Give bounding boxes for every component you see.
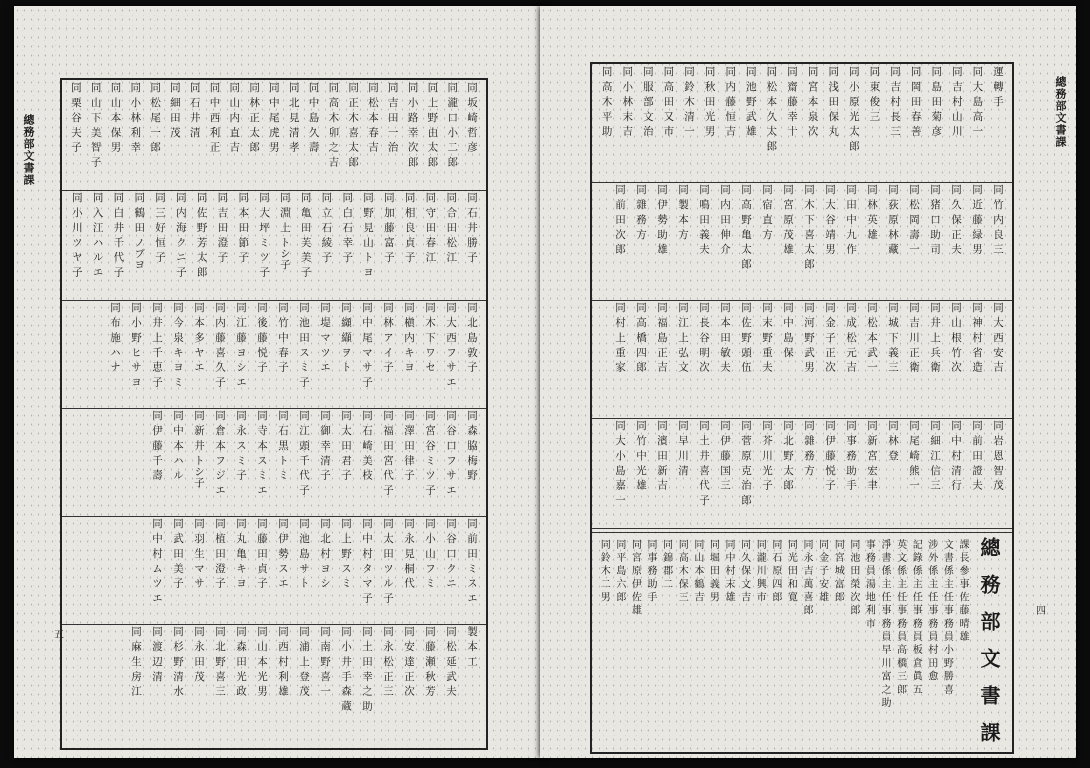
roster-entry: 同 荻 原 林 藏	[887, 184, 899, 255]
roster-entry: 同 細 江 信 三	[929, 420, 941, 491]
roster-entry: 同 木 下 喜 太 郎	[803, 184, 815, 270]
roster-entry: 同 高 田 又 市	[662, 66, 675, 137]
roster-entry: 同 武 田 美 子	[172, 518, 184, 589]
roster-entry: 同 入 江 ハ ル エ	[91, 192, 104, 278]
official-entry: 同 光 田 和 寛	[785, 539, 797, 602]
roster-entry: 同 植 田 澄 子	[214, 518, 226, 589]
roster-entry: 同 本 多 ヤ エ	[193, 302, 205, 373]
roster-entry: 同 吉 川 正 衛	[908, 302, 920, 373]
roster-entry: 同 前 田 證 夫	[971, 420, 983, 491]
roster-entry: 同 白 石 幸 子	[341, 192, 354, 263]
roster-entry: 同 吉 田 一 治	[386, 82, 399, 153]
roster-entry: 同 中 尾 マ サ 子	[361, 302, 373, 388]
official-entry: 文 書 係 主 任 事 務 員 小 野 勝 喜	[941, 539, 953, 694]
roster-entry: 同 城 下 義 三	[887, 302, 899, 373]
running-header: 總務部文書課	[1054, 76, 1067, 148]
roster-entry: 同 相 良 貞 子	[403, 192, 416, 263]
roster-entry: 同 伊 藤 千 壽	[151, 410, 163, 481]
roster-entry: 同 守 田 春 江	[424, 192, 437, 263]
roster-entry: 同 高 木 平 助	[600, 66, 613, 137]
roster-entry: 同 御 幸 清 子	[319, 410, 331, 481]
roster-entry: 同 石 井 勝 子	[466, 192, 478, 263]
roster-entry: 同 宿 直 方	[761, 184, 773, 240]
official-entry: 同 金 子 安 雄	[816, 539, 828, 602]
roster-entry: 同 伊 勢 助 雄	[656, 184, 668, 255]
running-header: 總務部文書課	[22, 114, 35, 186]
roster-band	[62, 300, 486, 409]
roster-entry: 同 栗 谷 夫 子	[69, 82, 82, 153]
roster-entry: 同 太 田 君 子	[340, 410, 352, 481]
roster-entry: 同 林 ア イ 子	[382, 302, 394, 373]
roster-entry: 同 永 田 茂	[193, 626, 205, 682]
roster-entry: 同 小 路 幸 次 郎	[406, 82, 419, 168]
roster-entry: 同 松 本 久 太 郎	[765, 66, 778, 152]
roster-entry: 同 大 西 安 吉	[992, 302, 1004, 373]
roster-entry: 同 三 好 恒 子	[154, 192, 166, 263]
roster-entry: 同 丸 亀 キ ヨ	[235, 518, 247, 589]
roster-entry: 同 倉 本 フ ジ エ	[214, 410, 226, 496]
roster-entry: 同 坂 崎 哲 彦	[466, 82, 478, 153]
roster-entry: 同 石 井 清	[188, 82, 201, 138]
roster-entry: 同 東 俊 三	[868, 66, 881, 122]
roster-entry: 同 浅 田 保 丸	[827, 66, 840, 137]
roster-entry: 同 島 田 菊 彦	[930, 66, 943, 137]
roster-entry: 同 久 保 正 夫	[950, 184, 962, 255]
roster-entry: 同 安 達 正 次	[403, 626, 415, 697]
roster-entry: 同 堤 マ ツ エ	[319, 302, 331, 373]
official-entry: 同 錦 郡 二	[660, 539, 672, 589]
roster-entry: 同 藤 瀬 秋 芳	[424, 626, 436, 697]
roster-entry: 同 河 野 武 男	[803, 302, 815, 373]
roster-entry: 同 福 島 正 吉	[656, 302, 668, 373]
roster-entry: 同 田 中 九 作	[845, 184, 857, 255]
official-entry: 同 堀 田 義 男	[707, 539, 719, 602]
roster-entry: 同 井 上 千 恵 子	[151, 302, 163, 388]
official-entry: 英 文 係 主 任 事 務 員 高 橋 三 郎	[894, 539, 906, 694]
roster-band	[592, 300, 1012, 419]
roster-entry: 同 鶴 田 ノブヨ	[133, 192, 146, 270]
roster-band	[62, 516, 486, 625]
roster-entry: 同 林 登	[887, 420, 899, 461]
roster-entry: 同 山 根 竹 次	[950, 302, 962, 373]
roster-entry: 同 小 山 フ ミ	[424, 518, 436, 589]
roster-entry: 同 布 施 ハ ナ	[109, 302, 121, 373]
roster-entry: 同 瀧 口 小 二 郎	[446, 82, 459, 168]
roster-entry: 同 小 川 ツ ヤ 子	[70, 192, 83, 278]
roster-entry: 同 中 島 保	[782, 302, 794, 358]
roster-entry: 同 亀 田 芙 美 子	[299, 192, 312, 278]
roster-entry: 同 成 松 元 吉	[845, 302, 857, 373]
roster-entry: 同 伊 藤 国 三	[719, 420, 731, 491]
page-number: 四	[1036, 606, 1046, 617]
roster-entry: 運 轉 手	[992, 66, 1004, 107]
roster-entry: 同 池 田 ス ミ 子	[298, 302, 310, 388]
roster-entry: 同 宮 本 泉 次	[806, 66, 819, 137]
roster-entry: 同 高 野 亀 太 郎	[740, 184, 752, 270]
roster-entry: 同 岡 田 春 善	[909, 66, 922, 137]
roster-entry: 同 松 尾 一 郎	[149, 82, 162, 153]
roster-table	[60, 78, 488, 750]
roster-entry: 同 小 野 ヒ サ ヨ	[130, 302, 142, 388]
roster-entry: 同 高 橋 四 郎	[635, 302, 647, 373]
roster-entry: 同 渡 辺 清	[151, 626, 163, 682]
official-entry: 記 錄 係 主 任 事 務 員 板 倉 眞 五	[910, 539, 922, 694]
roster-entry: 同 森 田 光 政	[235, 626, 247, 697]
roster-entry: 同 中 島 久 壽	[307, 82, 320, 153]
roster-entry: 同 正 木 喜 太 郎	[347, 82, 360, 168]
roster-entry: 同 小 林 利 幸	[129, 82, 142, 153]
roster-entry: 同 永 ス ミ 子	[235, 410, 247, 481]
roster-entry: 同 伊 藤 悦 子	[824, 420, 836, 491]
roster-entry: 同 淵 上 トシ子	[278, 192, 291, 270]
roster-entry: 同 大 西 フ サ エ	[445, 302, 457, 388]
roster-entry: 同 高 木 卯 之 吉	[327, 82, 340, 168]
roster-entry: 同 芥 川 光 子	[761, 420, 773, 491]
roster-entry: 同 竹 内 良 三	[992, 184, 1004, 255]
roster-entry: 同 北 村 ヨ シ	[319, 518, 331, 589]
roster-entry: 同 浦 上 登 茂	[298, 626, 310, 697]
roster-entry: 同 北 見 清 孝	[287, 82, 300, 153]
official-entry: 事 務 員 湯 地 利 市	[863, 539, 875, 629]
roster-entry: 同 後 藤 悦 子	[256, 302, 268, 373]
roster-entry: 同 中 村 清 行	[950, 420, 962, 491]
roster-entry: 同 鳴 田 義 夫	[698, 184, 710, 255]
roster-entry: 同 永 見 桐 代	[403, 518, 415, 589]
official-entry: 同 宮 原 伊 佐 雄	[629, 539, 641, 615]
page-number: 五	[54, 630, 64, 641]
roster-entry: 同 杉 野 清 水	[172, 626, 184, 697]
roster-table	[590, 62, 1014, 754]
roster-entry: 同 尾 崎 熊 一	[908, 420, 920, 491]
roster-entry: 同 上 野 ス ミ	[340, 518, 352, 589]
official-entry: 課 長 參 事 佐 藤 晴 雄	[957, 539, 968, 642]
roster-entry: 同 松 本 武 一	[866, 302, 878, 373]
roster-entry: 同 末 野 重 夫	[761, 302, 773, 373]
roster-entry: 同 井 上 兵 衛	[929, 302, 941, 373]
roster-entry: 同 宮 谷 ミ ツ 子	[424, 410, 436, 496]
roster-entry: 同 山 内 直 吉	[228, 82, 241, 153]
officials-section	[592, 532, 1012, 752]
roster-entry: 同 北 野 太 郎	[782, 420, 794, 491]
roster-entry: 同 伊 勢 ス エ	[277, 518, 289, 589]
official-entry: 同 永 吉 萬 喜 郎	[801, 539, 812, 615]
roster-entry: 同 佐 野 頭 伍	[740, 302, 752, 373]
roster-entry: 同 松 本 春 吉	[366, 82, 379, 153]
roster-entry: 同 本 田 敏 夫	[719, 302, 731, 373]
roster-entry: 同 藤 田 貞 子	[256, 518, 268, 589]
roster-entry: 同 立 石 綾 子	[320, 192, 333, 263]
roster-entry: 同 岩 恩 智 茂	[992, 420, 1004, 491]
roster-entry: 同 太 田 ツ ル 子	[382, 518, 394, 604]
roster-band	[62, 408, 486, 517]
roster-band	[62, 80, 486, 191]
roster-entry: 同 北 島 敦 子	[466, 302, 478, 373]
roster-entry: 同 鈴 木 清 一	[683, 66, 695, 137]
roster-entry: 同 齋 藤 幸 十	[786, 66, 798, 137]
roster-entry: 同 村 上 重 家	[614, 302, 626, 373]
roster-entry: 同 西 村 利 雄	[277, 626, 289, 697]
roster-entry: 同 吉 村 長 三	[889, 66, 901, 137]
roster-entry: 同 槇 内 キ ヨ	[403, 302, 415, 373]
roster-entry: 同 林 英 雄	[866, 184, 878, 240]
roster-entry: 同 山 本 保 男	[109, 82, 122, 153]
roster-entry: 同 服 部 文 治	[641, 66, 654, 137]
roster-entry: 同 澤 田 律 子	[403, 410, 415, 481]
official-entry: 同 平 島 六 郎	[613, 539, 625, 602]
official-entry: 同 山 本 鶴 吉	[691, 539, 703, 602]
roster-entry: 同 江 上 弘 文	[677, 302, 689, 373]
roster-entry: 同 中 村 ム ツ エ	[151, 518, 163, 604]
roster-band	[592, 418, 1012, 529]
roster-entry: 同 新 井 トシ子	[193, 410, 205, 488]
roster-entry: 同 中 尾 虎 男	[267, 82, 280, 153]
roster-entry: 同 寺 本 ス ミ エ	[256, 410, 268, 496]
roster-entry: 同 近 藤 緑 男	[971, 184, 983, 255]
roster-entry: 同 中 村 タ マ 子	[361, 518, 373, 604]
roster-entry: 同 永 松 正 三	[382, 626, 394, 697]
roster-entry: 同 内 海 ク ニ 子	[174, 192, 187, 278]
roster-entry: 同 木 下 ワ セ	[424, 302, 436, 373]
roster-entry: 同 松 延 武 夫	[445, 626, 457, 697]
roster-entry: 同 小 原 光 太 郎	[847, 66, 860, 152]
roster-entry: 同 土 井 喜 代 子	[698, 420, 710, 506]
roster-entry: 同 林 正 太 郎	[248, 82, 261, 153]
roster-entry: 同 森 脇 梅 野	[466, 410, 478, 481]
official-entry: 同 久 保 文 吉	[738, 539, 750, 602]
roster-entry: 同 佐 野 芳 太 郎	[195, 192, 208, 278]
roster-entry: 同 谷 口 ク ニ	[445, 518, 457, 589]
roster-band	[62, 190, 486, 301]
roster-entry: 同 中 西 利 正	[208, 82, 221, 153]
roster-entry: 同 山 本 光 男	[256, 626, 268, 697]
roster-entry: 同 纐 纈 ヲ ト	[340, 302, 352, 373]
roster-entry: 同 早 川 清	[677, 420, 689, 476]
official-entry: 同 中 村 末 雄	[723, 539, 734, 602]
roster-entry: 同 野 見 山 ト ヨ	[362, 192, 374, 278]
roster-entry: 同 前 田 次 郎	[614, 184, 626, 255]
roster-entry: 同 秋 田 光 男	[703, 66, 716, 137]
roster-entry: 同 麻 生 房 江	[130, 626, 142, 697]
section-title: 總 務 部 文 書 課	[977, 537, 1001, 747]
roster-entry: 同 南 野 喜 一	[319, 626, 331, 697]
roster-entry: 同 福 田 宮 代 子	[382, 410, 394, 496]
roster-entry: 同 大 坪 ミ ツ 子	[258, 192, 270, 278]
roster-entry: 同 池 野 武 雄	[744, 66, 757, 137]
roster-entry: 同 宮 原 茂 雄	[782, 184, 794, 255]
roster-entry: 同 吉 村 山 川	[950, 66, 963, 137]
roster-entry: 同 本 田 節 子	[237, 192, 250, 263]
roster-entry: 同 竹 中 光 雄	[635, 420, 647, 491]
roster-entry: 同 土 田 幸 之 助	[361, 626, 373, 712]
roster-entry: 同 小 井 手 森 蔵	[340, 626, 352, 712]
official-entry: 同 鈴 木 二 男	[598, 539, 610, 602]
roster-entry: 同 石 崎 美 枝	[361, 410, 373, 481]
roster-entry: 同 羽 生 マ サ	[193, 518, 205, 589]
roster-entry: 同 内 藤 喜 久 子	[214, 302, 226, 388]
official-entry: 同 事 務 助 手	[645, 539, 656, 602]
roster-entry: 同 新 宮 宏 聿	[866, 420, 878, 491]
roster-entry: 同 内 藤 恒 吉	[724, 66, 737, 137]
roster-entry: 同 雜 務 方	[635, 184, 647, 240]
official-entry: 同 池 田 榮 次 郎	[847, 539, 859, 615]
roster-entry: 同 江 藤 ヨ シ エ	[235, 302, 247, 388]
roster-entry: 同 竹 中 春 子	[277, 302, 289, 373]
official-entry: 同 高 木 保 三	[676, 539, 688, 602]
official-entry: 同 石 原 四 郎	[769, 539, 781, 602]
roster-entry: 同 石 黒 ト ミ	[277, 410, 289, 481]
roster-entry: 同 松 岡 壽 一	[908, 184, 920, 255]
roster-entry: 同 合 田 松 江	[445, 192, 458, 263]
roster-entry: 同 長 谷 明 次	[698, 302, 710, 373]
roster-entry: 同 大 谷 靖 男	[824, 184, 836, 255]
roster-entry: 同 製 本 方	[677, 184, 689, 240]
official-entry: 涉 外 係 主 任 事 務 員 村 田 愈	[925, 539, 937, 681]
roster-entry: 同 雜 務 方	[803, 420, 815, 476]
roster-entry: 同 小 林 末 吉	[621, 66, 634, 137]
roster-band	[62, 624, 486, 744]
roster-entry: 同 中 本 ハ ル	[172, 410, 184, 481]
roster-entry: 同 事 務 助 手	[845, 420, 857, 491]
roster-entry: 同 上 野 由 太 郎	[426, 82, 439, 168]
roster-entry: 同 濱 田 新 吉	[656, 420, 668, 491]
roster-entry: 同 池 島 サ ト	[298, 518, 310, 589]
roster-entry: 同 前 田 ミ ス エ	[466, 518, 478, 604]
roster-band	[592, 64, 1012, 183]
official-entry: 同 宮 城 富 郎	[832, 539, 844, 602]
roster-entry: 同 谷 口 フ サ エ	[445, 410, 457, 496]
roster-entry: 同 吉 田 澄 子	[216, 192, 229, 263]
roster-entry: 同 大 島 高 一	[971, 66, 984, 137]
official-entry: 同 瀧 川 興 市	[754, 539, 766, 602]
roster-entry: 同 細 田 茂	[168, 82, 181, 138]
left-page	[14, 6, 546, 758]
roster-entry: 同 神 村 省 造	[971, 302, 983, 373]
right-page	[540, 6, 1076, 758]
official-entry: 淨 書 係 主 任 事 務 員 早 川 富 之 助	[879, 539, 890, 708]
roster-band	[592, 182, 1012, 301]
roster-entry: 同 山 下 美 智 子	[89, 82, 102, 168]
roster-entry: 同 菅 原 克 治 郎	[740, 420, 752, 506]
roster-entry: 製 本 工	[466, 626, 478, 667]
roster-entry: 同 今 泉 キ ヨ ミ	[172, 302, 184, 388]
roster-entry: 同 内 田 伸 介	[719, 184, 731, 255]
roster-entry: 同 大 小 島 嘉 一	[614, 420, 626, 506]
roster-entry: 同 白 井 千 代 子	[112, 192, 125, 278]
roster-entry: 同 北 野 喜 三	[214, 626, 226, 697]
roster-entry: 同 加 藤 富 子	[382, 192, 395, 263]
roster-entry: 同 猪 口 助 司	[929, 184, 941, 255]
roster-entry: 同 江 頭 千 代 子	[298, 410, 310, 496]
roster-entry: 同 金 子 正 次	[824, 302, 836, 373]
